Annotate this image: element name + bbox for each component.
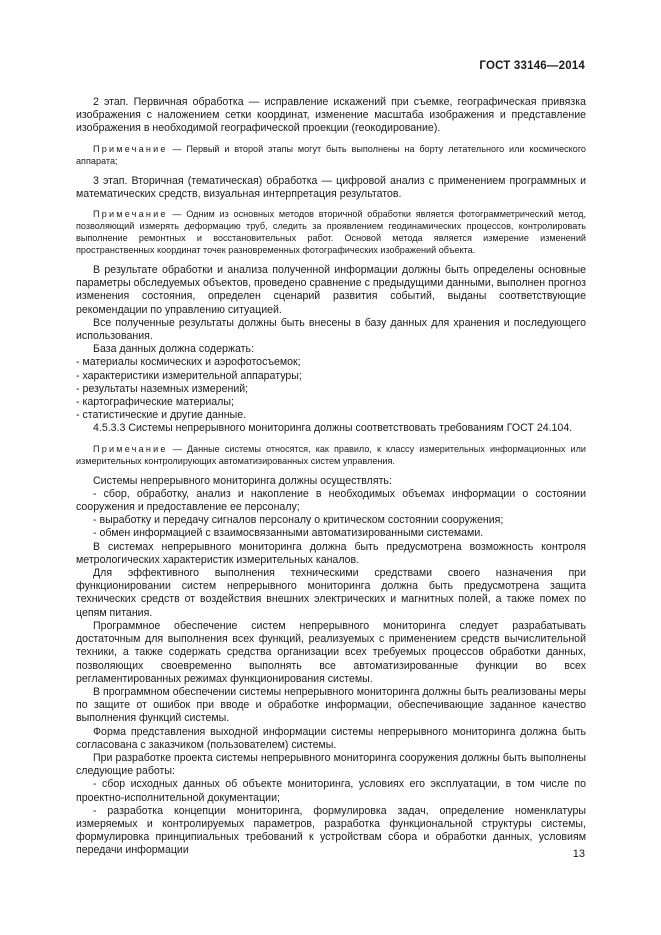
list-item: - сбор исходных данных об объекте мониторинга, условиях его эксплуатации, в том числе по проектно-исполнительной документации;: [76, 778, 586, 804]
paragraph-design: При разработке проекта системы непрерывного мониторинга сооружения должны быть выполнены следующие работы:: [76, 751, 586, 778]
note-2: [76, 208, 586, 256]
document-body: [76, 96, 586, 858]
paragraph-output-form: Форма представления выходной информации системы непрерывного мониторинга должна быть согласована с заказчиком (пользователем) системы.: [76, 725, 586, 751]
paragraph-software: Программное обеспечение систем непрерывного мониторинга следует разрабатывать достаточным для выполнения всех функций, реализуемых с применением средств вычислительной техники, а также содержать средства организации всех требуемых процессов обработки данных, позволяющих своевременно выполнять все автоматизированные функции во всех регламентированных режимах функционирования системы.: [76, 619, 586, 685]
paragraph-stage-2: 2 этап. Первичная обработка — исправление искажений при съемке, географическая привязка изображения с наложением сетки координат, изменение масштаба изображения и представление изображения в необходимой географической проекции (геокодирование).: [76, 96, 586, 135]
list-item: - картографические материалы;: [76, 396, 234, 409]
paragraph-stage-3: 3 этап. Вторичная (тематическая) обработка — цифровой анализ с применением программных и математических средств, визуальная интерпретация результатов.: [76, 174, 586, 200]
paragraph-db-contains: База данных должна содержать:: [93, 343, 254, 356]
note-text: — Первый и второй этапы могут быть выполнены на борту летательного или космического аппарата;: [76, 143, 586, 166]
list-item: - материалы космических и аэрофотосъемок;: [76, 356, 301, 369]
paragraph-database: Все полученные результаты должны быть внесены в базу данных для хранения и последующего использования.: [76, 316, 586, 343]
list-item: - сбор, обработку, анализ и накопление в необходимых объемах информации о состоянии сооружения и предоставление ее персоналу;: [76, 487, 586, 514]
list-item: - разработка концепции мониторинга, формулировка задач, определение номенклатуры измеряемых и контролируемых параметров, разработка функциональной структуры системы, формулировка принципиальных требований к устройствам сбора и обработки данных, условиям передачи информации: [76, 804, 586, 857]
note-label: Примечание: [93, 443, 168, 454]
list-item: - обмен информацией с взаимосвязанными автоматизированными системами.: [93, 527, 484, 540]
paragraph-systems-do: Системы непрерывного мониторинга должны осуществлять:: [93, 474, 392, 487]
page-number: 13: [572, 848, 585, 860]
note-text: — Одним из основных методов вторичной обработки является фотограмметрический метод, позволяющий измерять деформацию труб, следить за проявлением геодинамических процессов, контролировать выполнение ремонтных и восстановительных работ. Основой метода является измерение изменений пространственных координат точек разновременных фотографических изображений объекта.: [76, 209, 586, 256]
standard-code-header: ГОСТ 33146—2014: [479, 60, 585, 72]
list-item: - статистические и другие данные.: [76, 409, 247, 422]
list-item: - выработку и передачу сигналов персоналу о критическом состоянии сооружения;: [93, 514, 504, 527]
paragraph-protection: Для эффективного выполнения техническими средствами своего назначения при функционировании систем непрерывного мониторинга должна быть предусмотрена защита технических средств от воздействия внешних электрических и магнитных полей, а также помех по цепям питания.: [76, 567, 586, 619]
paragraph-4-5-3-3: 4.5.3.3 Системы непрерывного мониторинга должны соответствовать требованиям ГОСТ 24.104.: [93, 422, 573, 435]
list-item: - характеристики измерительной аппаратуры;: [76, 369, 302, 382]
note-3: [76, 443, 586, 467]
note-1: [76, 143, 586, 167]
paragraph-errors: В программном обеспечении системы непрерывного мониторинга должны быть реализованы меры по защите от ошибок при вводе и обработке информации, обеспечивающие заданное качество выполнения функций системы.: [76, 685, 586, 725]
list-item: - результаты наземных измерений;: [76, 382, 249, 395]
note-text: — Данные системы относятся, как правило, к классу измерительных информационных или измерительных контролирующих автоматизированных систем управления.: [76, 443, 586, 466]
note-label: Примечание: [93, 143, 168, 154]
paragraph-results: В результате обработки и анализа полученной информации должны быть определены основные параметры обследуемых объектов, проведено сравнение с предыдущими данными, выполнен прогноз изменения состояния, определен сценарий развития событий, выданы соответствующие рекомендации по управлению ситуацией.: [76, 264, 586, 316]
paragraph-metrology: В системах непрерывного мониторинга должна быть предусмотрена возможность контроля метрологических характеристик измерительных каналов.: [76, 540, 586, 566]
note-label: Примечание: [93, 209, 168, 220]
